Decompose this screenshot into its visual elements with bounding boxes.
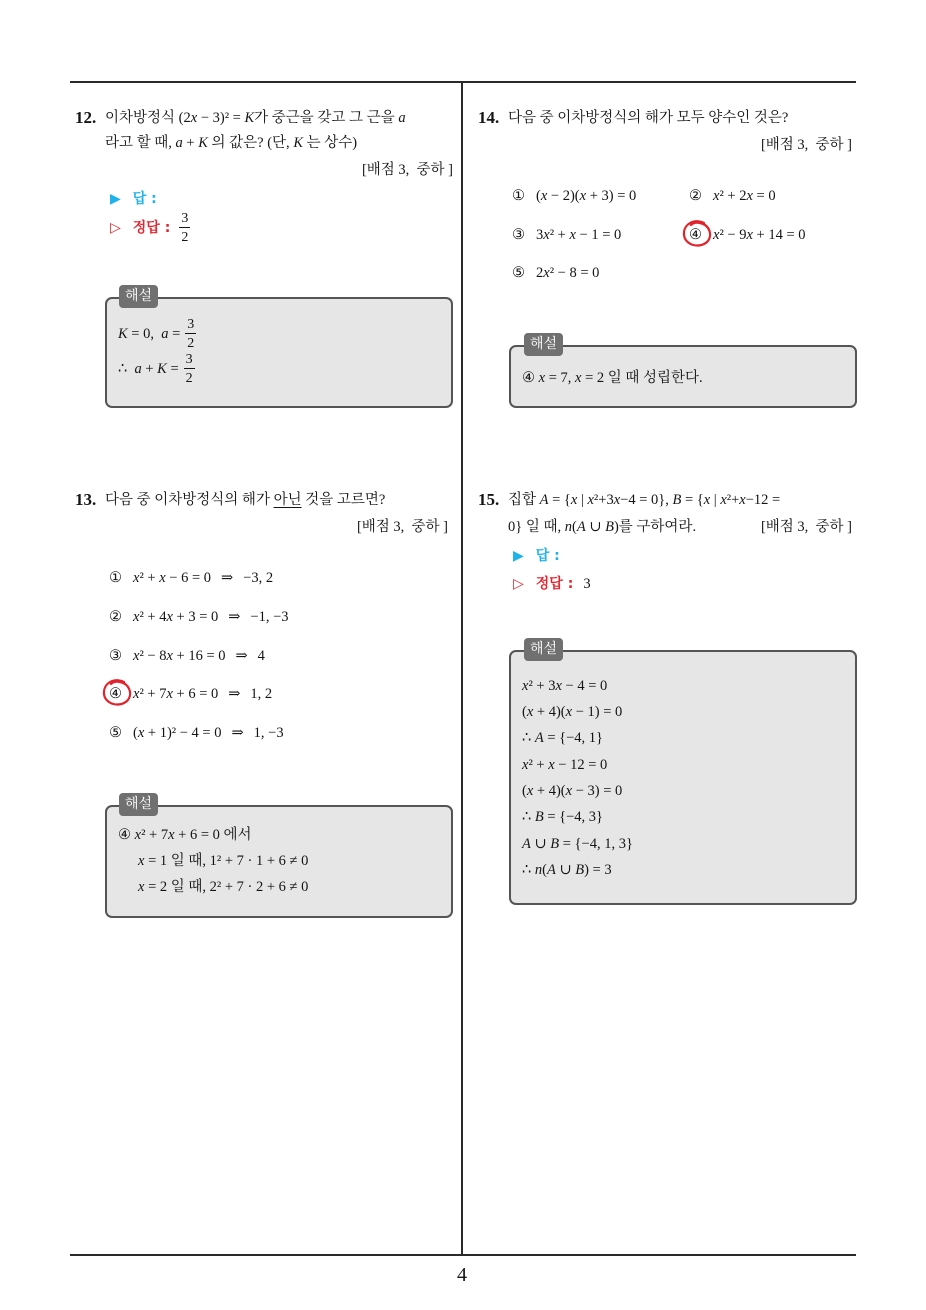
- option-equation: (x + 1)² − 4 = 0: [133, 725, 222, 741]
- option-roots: 1, 2: [250, 686, 273, 702]
- explanation-tab: 해설: [524, 638, 563, 661]
- fraction-bar: [179, 227, 190, 228]
- math-variable: x: [548, 757, 555, 773]
- math-variable: x: [133, 570, 140, 586]
- math-variable: x: [138, 853, 145, 869]
- math-variable: a: [161, 326, 169, 342]
- correct-label: 정답 :: [535, 576, 574, 592]
- math-variable: x: [575, 370, 582, 386]
- math-variable: x: [713, 227, 720, 243]
- explanation-line: A ∪ B = {−4, 1, 3}: [522, 836, 633, 852]
- answer-label: 답 :: [535, 548, 560, 564]
- implies-arrow: ⇒: [228, 686, 241, 702]
- correct-answer-row: [110, 211, 190, 245]
- math-variable: x: [739, 492, 746, 508]
- math-variable: A: [534, 730, 544, 746]
- math-variable: x: [540, 188, 548, 204]
- explanation-tab: 해설: [119, 285, 158, 308]
- option-equation: x² + 2x = 0: [713, 188, 776, 204]
- option-mark: ④: [109, 686, 122, 702]
- math-variable: K: [198, 135, 208, 151]
- math-variable: K: [293, 135, 303, 151]
- explanation-line: ∴ n(A ∪ B) = 3: [522, 862, 612, 878]
- math-variable: x: [190, 110, 198, 126]
- fraction-denominator: 2: [181, 230, 189, 245]
- fraction-bar: [184, 368, 195, 369]
- score-label: [배점 3, 중하 ]: [361, 162, 453, 178]
- implies-arrow: ⇒: [235, 648, 248, 664]
- explanation-line: [118, 352, 195, 386]
- problem-stem-line: 집합 A = {x | x²+3x−4 = 0}, B = {x | x²+x−12 =: [508, 492, 781, 508]
- math-variable: B: [534, 809, 544, 825]
- option-mark: ①: [109, 570, 122, 586]
- math-variable: B: [605, 519, 614, 535]
- math-variable: K: [118, 326, 128, 342]
- math-variable: x: [587, 492, 594, 508]
- math-variable: A: [546, 862, 556, 878]
- math-variable: A: [522, 836, 531, 852]
- correct-label: 정답 :: [132, 220, 171, 236]
- circle-stroke: [104, 680, 130, 704]
- option-equation: x² + 4x + 3 = 0: [133, 609, 219, 625]
- score-label: [배점 3, 중하 ]: [356, 519, 448, 535]
- math-variable: x: [133, 648, 140, 664]
- problem-number: 15.: [478, 490, 500, 509]
- math-variable: x: [166, 686, 173, 702]
- explanation-tab: 해설: [524, 333, 563, 356]
- math-variable: x: [538, 370, 546, 386]
- option-equation: x² + 7x + 6 = 0: [133, 686, 219, 702]
- math-variable: x: [720, 492, 727, 508]
- math-variable: x: [526, 783, 534, 799]
- fraction-bar: [185, 333, 196, 334]
- option-roots: 4: [257, 648, 265, 664]
- bottom-rule: [70, 1254, 856, 1256]
- math-variable: x: [134, 827, 142, 843]
- option-roots: −1, −3: [250, 609, 289, 625]
- implies-arrow: ⇒: [221, 570, 234, 586]
- explanation-tab: 해설: [119, 793, 158, 816]
- option-3: [512, 225, 621, 245]
- math-variable: x: [138, 879, 145, 895]
- option-5: [109, 723, 284, 743]
- math-variable: a: [398, 110, 406, 126]
- stem-text: 것을 고르면?: [301, 492, 386, 508]
- problem-stem: [105, 490, 385, 510]
- math-variable: x: [168, 827, 175, 843]
- option-1: [512, 186, 636, 206]
- problem-number: 13.: [75, 490, 97, 509]
- answer-label: 답 :: [132, 191, 157, 207]
- math-variable: K: [157, 361, 167, 377]
- math-variable: x: [703, 492, 711, 508]
- score-label: [배점 3, 중하 ]: [760, 137, 852, 153]
- math-variable: x: [133, 609, 140, 625]
- explanation-line: (x + 4)(x − 3) = 0: [522, 783, 623, 799]
- correct-marker-icon: ▷: [513, 576, 524, 592]
- fraction-numerator: 3: [185, 352, 193, 367]
- option-mark: ④: [689, 227, 702, 243]
- math-variable: n: [534, 862, 543, 878]
- problem-number: 14.: [478, 108, 500, 127]
- math-variable: x: [166, 609, 173, 625]
- explanation-line: [118, 317, 196, 351]
- math-variable: a: [134, 361, 142, 377]
- column-divider: [461, 82, 463, 1256]
- option-equation: 2x² − 8 = 0: [536, 265, 600, 281]
- explanation-line: (x + 4)(x − 1) = 0: [522, 704, 623, 720]
- answer-marker-icon: ▶: [110, 191, 121, 207]
- explanation-text: ∴ a + K =: [118, 361, 179, 377]
- problem-stem-line: 0} 일 때, n(A ∪ B)를 구하여라.: [508, 519, 697, 535]
- explanation-fraction: [184, 352, 195, 386]
- math-variable: x: [579, 188, 587, 204]
- top-rule: [70, 81, 856, 83]
- math-variable: A: [539, 492, 549, 508]
- math-variable: x: [746, 188, 753, 204]
- math-variable: x: [159, 570, 166, 586]
- math-variable: x: [522, 678, 529, 694]
- explanation-line: x = 2 일 때, 2² + 7 · 2 + 6 ≠ 0: [138, 879, 309, 895]
- option-2: [689, 186, 776, 206]
- option-2: [109, 607, 289, 627]
- math-variable: x: [543, 227, 550, 243]
- math-variable: B: [672, 492, 682, 508]
- math-variable: x: [565, 704, 573, 720]
- stem-text: 다음 중 이차방정식의 해가: [105, 492, 274, 508]
- explanation-line: ∴ B = {−4, 3}: [522, 809, 603, 825]
- math-variable: x: [565, 783, 573, 799]
- fraction-denominator: 2: [187, 336, 195, 351]
- math-variable: a: [175, 135, 183, 151]
- math-variable: x: [522, 757, 529, 773]
- answer-row: [110, 189, 157, 209]
- option-5: [512, 263, 599, 283]
- explanation-line: x² + x − 12 = 0: [522, 757, 608, 773]
- problem-stem-line: 이차방정식 (2x − 3)² = K가 중근을 갖고 그 근을 a: [105, 110, 406, 126]
- option-equation: (x − 2)(x + 3) = 0: [536, 188, 637, 204]
- selected-answer-circle: [681, 218, 713, 250]
- math-variable: x: [570, 492, 578, 508]
- option-roots: −3, 2: [243, 570, 274, 586]
- implies-arrow: ⇒: [228, 609, 241, 625]
- math-variable: x: [613, 492, 621, 508]
- answer-row: [513, 546, 560, 566]
- option-mark: ⑤: [512, 265, 525, 281]
- explanation-line: x = 1 일 때, 1² + 7 · 1 + 6 ≠ 0: [138, 853, 309, 869]
- math-variable: x: [526, 704, 534, 720]
- explanation-fraction: [185, 317, 196, 351]
- page-number: 4: [457, 1264, 467, 1286]
- option-mark: ③: [109, 648, 122, 664]
- math-variable: x: [137, 725, 145, 741]
- option-equation: 3x² + x − 1 = 0: [536, 227, 622, 243]
- problem-number: 12.: [75, 108, 97, 127]
- math-variable: x: [166, 648, 173, 664]
- correct-answer-value: 3: [583, 576, 591, 592]
- math-variable: x: [569, 227, 576, 243]
- option-equation: x² − 8x + 16 = 0: [133, 648, 226, 664]
- answer-marker-icon: ▶: [513, 548, 524, 564]
- problem-stem: 다음 중 이차방정식의 해가 모두 양수인 것은?: [508, 110, 789, 126]
- math-variable: B: [575, 862, 585, 878]
- math-variable: A: [576, 519, 586, 535]
- fraction-numerator: 3: [181, 211, 189, 226]
- explanation-text: K = 0, a =: [118, 326, 181, 342]
- option-mark: ①: [512, 188, 525, 204]
- explanation-line: ∴ A = {−4, 1}: [522, 730, 603, 746]
- option-mark: ②: [689, 188, 702, 204]
- option-roots: 1, −3: [253, 725, 284, 741]
- explanation-line: ④ x² + 7x + 6 = 0 에서: [118, 827, 252, 843]
- fraction-denominator: 2: [185, 371, 193, 386]
- option-1: [109, 568, 273, 588]
- stem-emphasis: 아닌: [273, 492, 302, 508]
- math-variable: n: [564, 519, 572, 535]
- explanation-line: x² + 3x − 4 = 0: [522, 678, 608, 694]
- option-4: [109, 684, 272, 704]
- problem-stem-line: 라고 할 때, a + K 의 값은? (단, K 는 상수): [105, 135, 358, 151]
- option-mark: ②: [109, 609, 122, 625]
- selected-answer-circle: [101, 677, 133, 709]
- math-variable: x: [555, 678, 562, 694]
- math-variable: x: [543, 265, 550, 281]
- option-mark: ⑤: [109, 725, 122, 741]
- math-variable: x: [713, 188, 720, 204]
- circle-stroke: [684, 221, 710, 245]
- implies-arrow: ⇒: [231, 725, 244, 741]
- explanation-line: ④ x = 7, x = 2 일 때 성립한다.: [522, 370, 703, 386]
- fraction-numerator: 3: [187, 317, 195, 332]
- correct-marker-icon: ▷: [110, 220, 121, 236]
- option-equation: x² + x − 6 = 0: [133, 570, 212, 586]
- correct-answer-fraction: [179, 211, 190, 245]
- option-3: [109, 646, 265, 666]
- correct-answer-row: [513, 574, 591, 594]
- math-variable: x: [133, 686, 140, 702]
- score-label: [배점 3, 중하 ]: [760, 519, 852, 535]
- math-variable: B: [550, 836, 560, 852]
- option-equation: x² − 9x + 14 = 0: [713, 227, 806, 243]
- option-mark: ③: [512, 227, 525, 243]
- math-variable: K: [244, 110, 255, 126]
- math-variable: x: [746, 227, 753, 243]
